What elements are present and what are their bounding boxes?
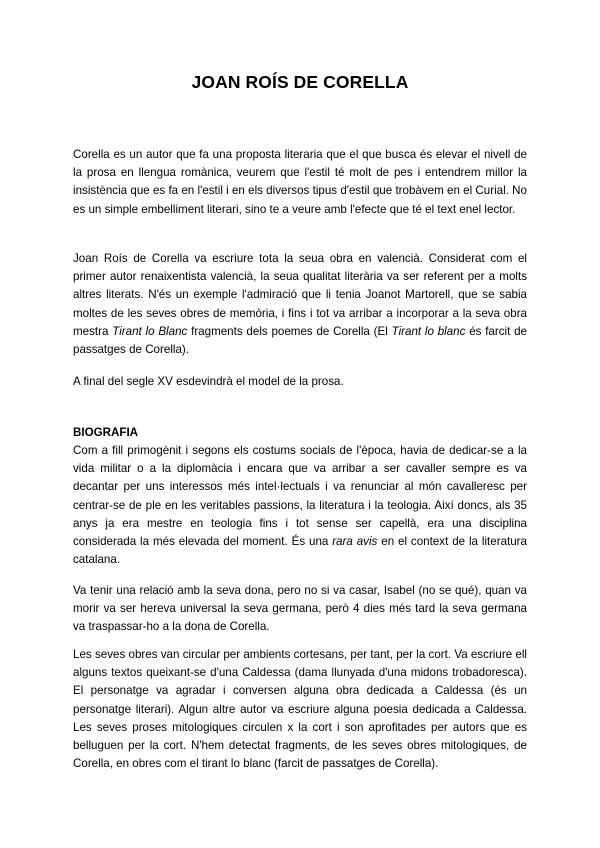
paragraph-prose-model: A final del segle XV esdevindrà el model de la prosa. (73, 375, 344, 388)
italic-title-tirant: Tirant lo blanc (391, 324, 466, 338)
page-title: JOAN ROÍS DE CORELLA (191, 72, 409, 92)
paragraph-intro: Corella es un autor que fa una proposta literaria que el que busca és elevar el nivell de la prosa en llengua romànica, veurem que l'estil té molt de pes i entendrem millor la insistència que es fa en l'estil i en els diversos tipus d'estil que trobàvem en el Curial. No es un simple embelliment literari, sino te a veure amb l'efecte que té el text enel lector. (73, 148, 527, 216)
section-heading-biography: BIOGRAFIA (73, 426, 139, 439)
paragraph-text-segment: Joan Roís de Corella va escriure tota la seua obra en valencià. Considerat com el primer autor renaixentista valencià, la seua qualitat literària va ser referent per a molts altres literats. N'és un exemple l'admiració que li tenia Joanot Martorell, que se sabia moltes de les seves obres de memòria, i fins i tot va arribar a incorporar a la seva obra mestra (73, 252, 527, 338)
italic-phrase-rara-avis: rara avis (332, 535, 378, 549)
paragraph-text-segment: en el context de la literatura catalana. (73, 535, 527, 567)
paragraph-biography-works: Les seves obres van circular per ambients cortesans, per tant, per la cort. Va escriure ell alguns textos queixant-se d'una Caldessa (dama llunyada d'una midons trobadoresca). El personatge va agradar i conversen alguna obra dedicada a Caldessa (és un personatge literari). Algun altre autor va escriure alguna poesia dedicada a Caldessa. Les seves proses mitologiques circulen x la cort i son aprofitades per autors que es belluguen per la cort. N'hem detectat fragments, de les seves obres mitologiques, de Corella, en obres com el tirant lo blanc (farcit de passatges de Corella). (73, 648, 527, 771)
paragraph-biography-relationship: Va tenir una relació amb la seva dona, pero no si va casar, Isabel (no se qué), quan va morir va ser hereva universal la seva germana, però 4 dies més tard la seva germana va traspassar-ho a la dona de Corella. (73, 584, 527, 634)
paragraph-text-segment: fragments dels poemes de Corella (El (187, 324, 392, 338)
paragraph-valencian-work (73, 250, 527, 359)
italic-title-tirant: Tirant lo Blanc (112, 324, 188, 338)
paragraph-text-segment: Com a fill primogènit i segons els costums socials de l'època, havia de dedicar-se a la vida militar o a la diplomàcia i encara que va arribar a ser cavaller sempre es va decantar per uns interessos més intel·lectuals i va renunciar al món cavalleresc per centrar-se de ple en les veritables passions, la literatura i la teologia. Així doncs, als 35 anys ja era mestre en teologia fins i tot sense ser capellà, era una disciplina considerada la més elevada del moment. És una (73, 444, 527, 549)
paragraph-text-segment: és farcit de passatges de Corella). (73, 324, 528, 357)
paragraph-biography-early-life (73, 442, 527, 569)
